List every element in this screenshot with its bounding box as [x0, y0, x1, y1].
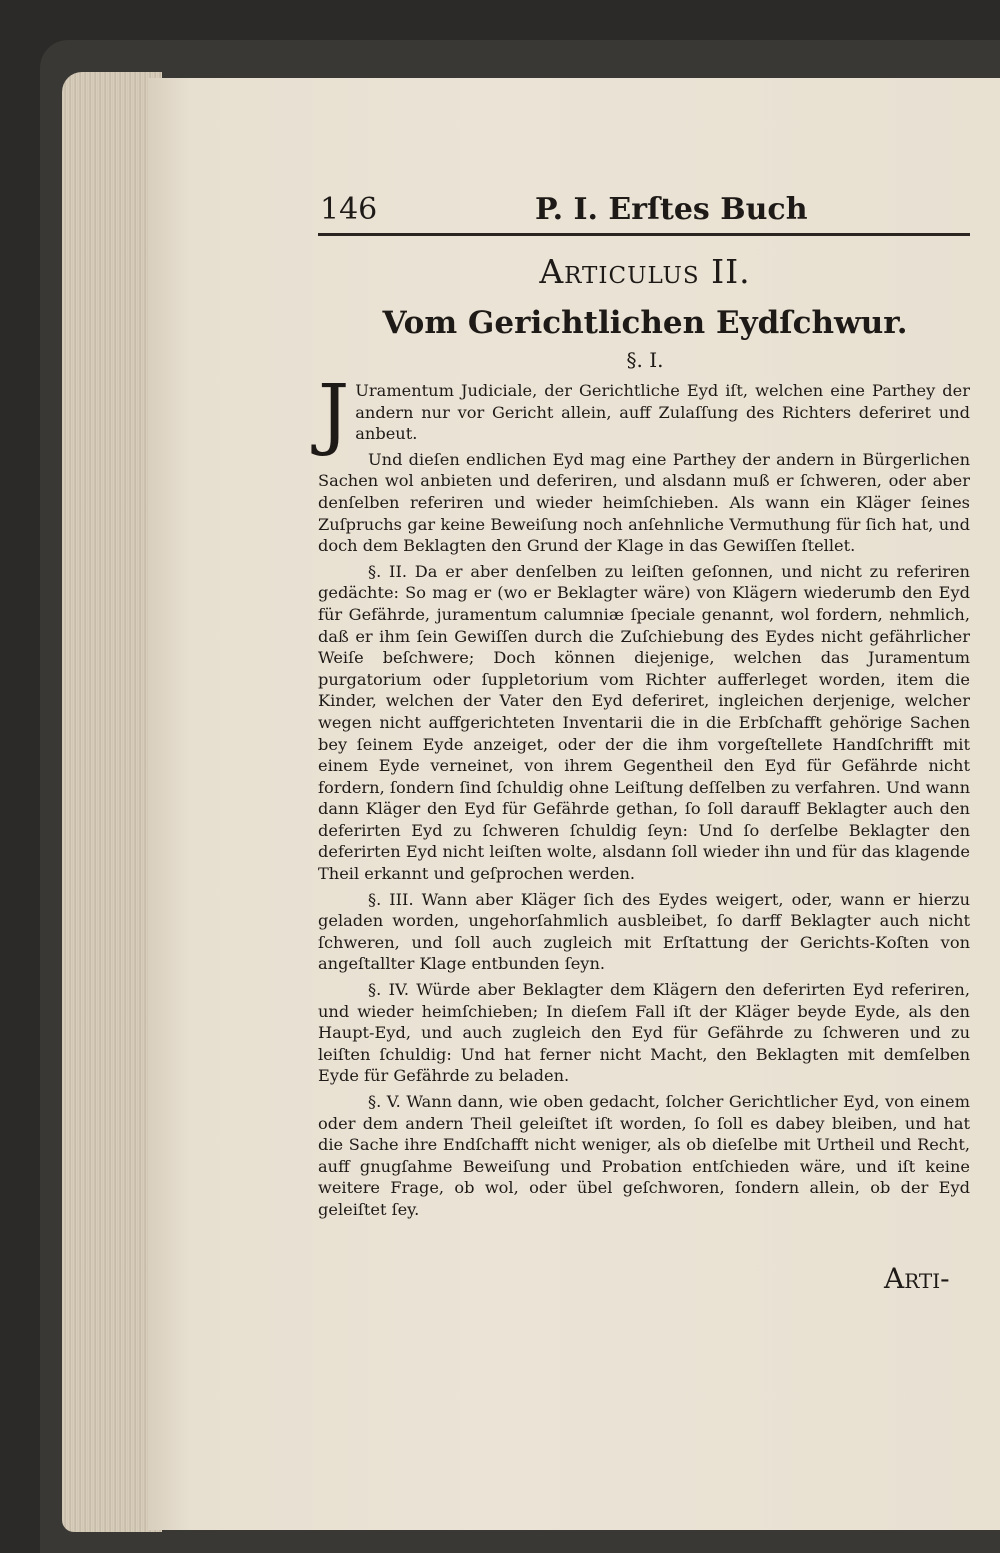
paragraph-1 [318, 369, 970, 459]
section-label: §. IV. [368, 980, 409, 1000]
body-text [318, 369, 970, 1225]
header-rule [318, 233, 970, 236]
running-title: P. I. Erſtes Buch [535, 192, 808, 227]
drop-cap: J [318, 369, 350, 459]
article-title: Articulus II. [539, 252, 751, 291]
paragraph-text: Würde aber Beklagter dem Klägern den deferirten Eyd referiren, und wieder heimſchieben; In dieſem Fall iſt der Kläger beyde Eyde, als den Haupt-Eyd, und auch zugleich den Eyd für Gefährde zu ſchweren und zu leiſten ſchuldig: Und hat ferner nicht Macht, den Beklagten mit demſelben Eyde für Gefährde zu beladen. [318, 980, 970, 1086]
running-header [320, 192, 970, 232]
section-mark: §. I. [626, 348, 664, 372]
section-label: §. II. [368, 561, 407, 581]
section-label: §. III. [368, 889, 414, 909]
paragraph-2 [318, 449, 970, 557]
paragraph-text: Uramentum Judiciale, der Gerichtliche Eyd iſt, welchen eine Parthey der andern nur vor Gericht allein, auff Zulaſſung des Richters deferiret und anbeut. [355, 381, 970, 444]
paragraph-5 [318, 979, 970, 1087]
paragraph-6 [318, 1091, 970, 1221]
paragraph-4 [318, 889, 970, 975]
paragraph-text: Wann dann, wie oben gedacht, ſolcher Gerichtlicher Eyd, von einem oder dem andern Theil geleiſtet iſt worden, ſo ſoll es dabey bleiben, und hat die Sache ihre Endſchafft nicht weniger, als ob dieſelbe mit Urtheil und Recht, auff gnugſahme Beweiſung und Probation entſchieden wäre, und iſt keine weitere Frage, ob wol, oder übel geſchworen, ſondern allein, ob der Eyd geleiſtet ſey. [318, 1092, 970, 1219]
paragraph-text: Und dieſen endlichen Eyd mag eine Parthey der andern in Bürgerlichen Sachen wol anbieten und deferiren, und alsdann muß er ſchweren, oder aber denſelben referiren und wieder heimſchieben. Als wann ein Kläger ſeines Zuſpruchs gar keine Beweiſung noch anſehnliche Vermuthung für ſich hat, und doch dem Beklagten den Grund der Klage in das Gewiſſen ſtellet. [318, 449, 970, 556]
page-edges [62, 72, 162, 1532]
page-number: 146 [320, 192, 378, 227]
section-label: §. V. [368, 1092, 401, 1111]
paragraph-3 [318, 561, 970, 885]
paragraph-text: Da er aber denſelben zu leiſten geſonnen, und nicht zu referiren gedächte: So mag er (wo er Beklagter wäre) von Klägern wiederumb den Eyd für Gefährde, juramentum calumniæ ſpeciale genannt, wol fordern, nehmlich, daß er ihm ſein Gewiſſen durch die Zuſchiebung des Eydes nicht gefährlicher Weiſe beſchwere; Doch können diejenige, welchen das Juramentum purgatorium oder ſuppletorium vom Richter aufferleget worden, item die Kinder, welchen der Vater den Eyd deferiret, ingleichen derjenige, welcher wegen nicht auffgerichteten Inventarii die in die Erbſchafft gehörige Sachen bey ſeinem Eyde anzeiget, oder der die ihm vorgeſtellete Handſchrifft mit einem Eyde verneinet, von ihrem Gegentheil den Eyd für Gefährde nicht fordern, ſondern ſind ſchuldig ohne Leiſtung deſſelben zu verfahren. Und wann dann Kläger den Eyd für Gefährde gethan, ſo ſoll darauff Beklagter auch den deferirten Eyd zu ſchweren ſchuldig ſeyn: Und ſo derſelbe Beklagter den deferirten Eyd nicht leiſten wolte, alsdann ſoll wieder ihn und für das klagende Theil erkannt und geſprochen werden. [318, 561, 970, 884]
article-subtitle: Vom Gerichtlichen Eydſchwur. [382, 305, 908, 341]
paragraph-text: Wann aber Kläger ſich des Eydes weigert, oder, wann er hierzu geladen worden, ungehorſahmlich ausbleibet, ſo darff Beklagter auch nicht ſchweren, und ſoll auch zugleich mit Erſtattung der Gerichts-Koſten von angeſtallter Klage entbunden ſeyn. [318, 889, 970, 974]
catchword: Arti- [884, 1262, 950, 1295]
